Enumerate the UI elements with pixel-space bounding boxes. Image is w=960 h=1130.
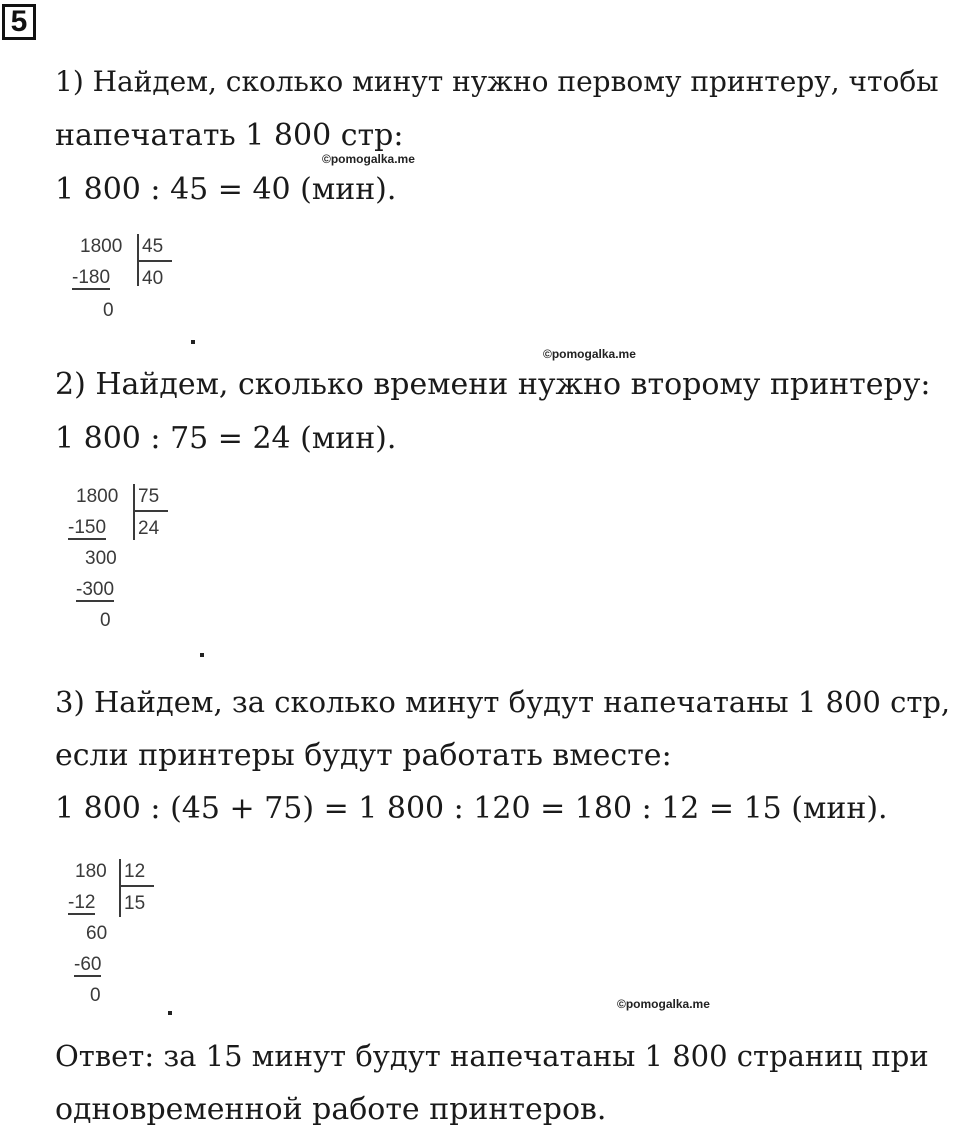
division3-remainder: 0 (90, 985, 101, 1006)
dot-marker (191, 340, 195, 344)
division2-remainder: 0 (100, 610, 111, 631)
division3-subtrahend-1: -12 (68, 892, 96, 913)
watermark: ©pomogalka.me (543, 347, 636, 361)
division2-divisor: 75 (138, 486, 160, 507)
step3-text-line1: 3) Найдем, за сколько минут будут напечатаны 1 800 стр, (55, 685, 951, 719)
division2-subtrahend-2: -300 (76, 579, 115, 600)
answer-line1: Ответ: за 15 минут будут напечатаны 1 800 страниц при (55, 1039, 929, 1073)
division2-quotient: 24 (138, 518, 160, 539)
division3-dividend: 180 (75, 861, 107, 882)
division3-vertical-bar (119, 859, 121, 917)
division1-quotient: 40 (142, 268, 164, 289)
division1-divisor-underline (138, 260, 172, 262)
division3-quotient: 15 (124, 893, 146, 914)
step3-text-line2: если принтеры будут работать вместе: (55, 738, 672, 773)
division3-divisor-underline (120, 885, 154, 887)
dot-marker (168, 1011, 172, 1015)
task-number-box: 5 (2, 4, 36, 40)
dot-marker (200, 653, 204, 657)
division3-partial-1: 60 (86, 923, 108, 944)
answer-line2: одновременной работе принтеров. (55, 1092, 607, 1127)
step1-text-line2: напечатать 1 800 стр: (55, 118, 404, 153)
division1-remainder: 0 (103, 300, 114, 321)
long-division-1 (70, 232, 180, 322)
step2-equation: 1 800 : 75 = 24 (мин). (55, 421, 397, 456)
division3-divisor: 12 (124, 861, 146, 882)
watermark: ©pomogalka.me (322, 152, 415, 166)
division1-subtrahend-1: -180 (72, 267, 111, 288)
division2-partial-1: 300 (85, 548, 117, 569)
division2-subtrahend-1: -150 (68, 517, 107, 538)
watermark: ©pomogalka.me (617, 997, 710, 1011)
division2-vertical-bar (133, 484, 135, 540)
long-division-2 (68, 482, 178, 642)
step1-equation: 1 800 : 45 = 40 (мин). (55, 172, 397, 207)
division1-divisor: 45 (142, 236, 164, 257)
division2-dividend: 1800 (76, 486, 119, 507)
division3-subtrahend-2: -60 (74, 954, 102, 975)
step3-equation: 1 800 : (45 + 75) = 1 800 : 120 = 180 : 12 = 15 (мин). (55, 791, 888, 826)
long-division-3 (64, 857, 174, 1017)
division2-divisor-underline (134, 510, 168, 512)
division1-dividend: 1800 (80, 236, 123, 257)
step2-text-line1: 2) Найдем, сколько времени нужно второму принтеру: (55, 367, 931, 402)
step1-text-line1: 1) Найдем, сколько минут нужно первому принтеру, чтобы (55, 65, 939, 98)
